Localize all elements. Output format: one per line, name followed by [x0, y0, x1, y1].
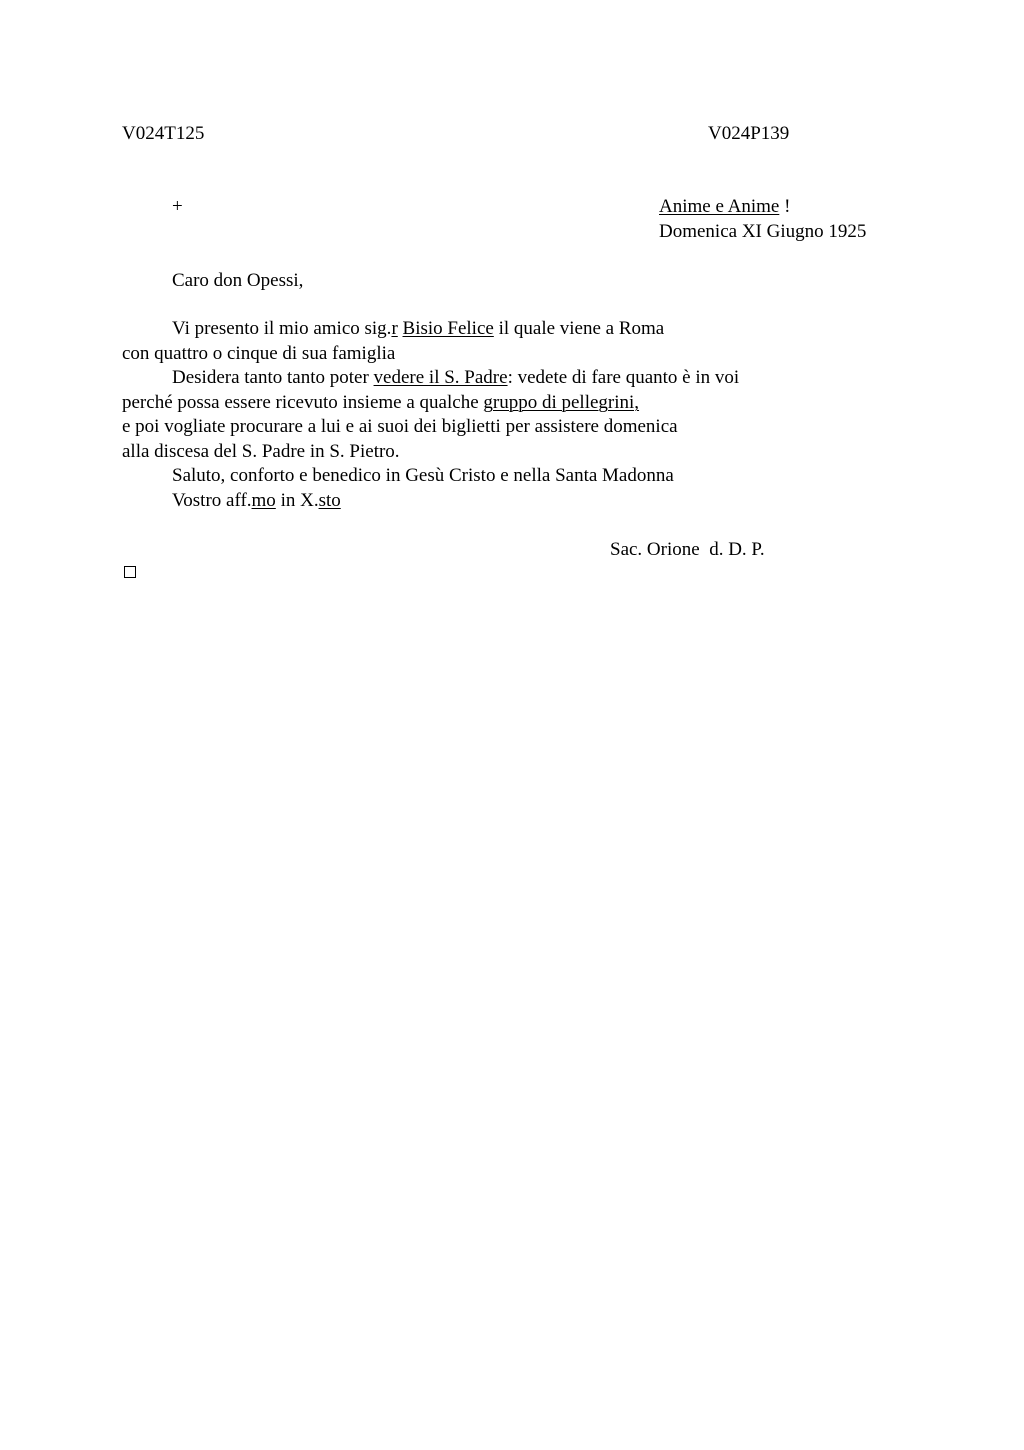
body-line-4: [122, 391, 639, 415]
body-line-1: [172, 317, 664, 341]
letter-date: Domenica XI Giugno 1925: [659, 221, 867, 242]
salutation: Caro don Opessi,: [172, 270, 304, 291]
body-line-6: alla discesa del S. Padre in S. Pietro.: [122, 441, 400, 462]
text-fragment: Vi presento il mio amico sig.: [172, 318, 392, 339]
superscript-abbrev: r: [391, 318, 398, 339]
superscript-abbrev: sto: [318, 490, 341, 511]
person-name: Bisio Felice: [402, 318, 494, 339]
underlined-phrase: gruppo di pellegrini,: [483, 392, 640, 413]
underlined-phrase: vedere il S. Padre: [373, 367, 508, 388]
motto-suffix: !: [779, 196, 791, 217]
body-line-3: [172, 366, 739, 390]
text-fragment: il quale viene a Roma: [493, 318, 665, 339]
square-box-icon: [124, 566, 136, 578]
superscript-abbrev: mo: [251, 490, 276, 511]
body-line-2: con quattro o cinque di sua famiglia: [122, 343, 396, 364]
body-line-5: e poi vogliate procurare a lui e ai suoi dei biglietti per assistere domenica: [122, 416, 678, 437]
document-code-right: V024P139: [708, 123, 790, 144]
text-fragment: in X.: [275, 490, 319, 511]
text-fragment: perché possa essere ricevuto insieme a qualche: [122, 392, 484, 413]
signature: Sac. Orione d. D. P.: [610, 539, 765, 560]
document-code-left: V024T125: [122, 123, 205, 144]
text-fragment: : vedete di fare quanto è in voi: [507, 367, 740, 388]
closing: [172, 489, 341, 513]
cross-symbol: +: [172, 196, 183, 217]
motto: [659, 195, 790, 219]
body-line-7: Saluto, conforto e benedico in Gesù Cristo e nella Santa Madonna: [172, 465, 674, 486]
text-fragment: Desidera tanto tanto poter: [172, 367, 374, 388]
motto-underlined: Anime e Anime: [659, 196, 780, 217]
text-fragment: Vostro aff.: [172, 490, 252, 511]
